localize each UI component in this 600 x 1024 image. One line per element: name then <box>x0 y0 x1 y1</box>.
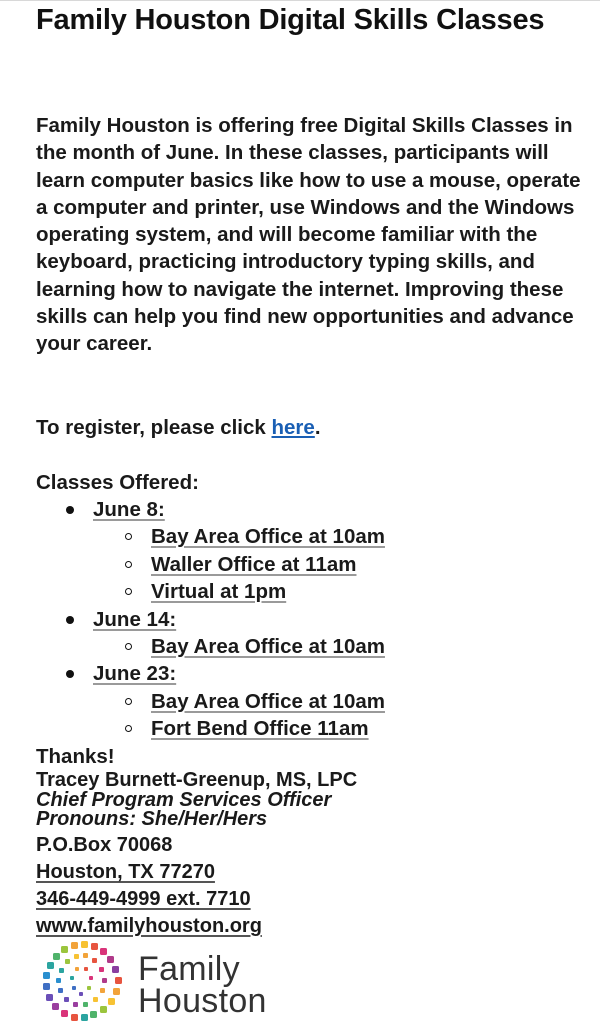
website-line <box>36 913 262 940</box>
circle-bullet-icon <box>125 588 132 595</box>
register-line <box>36 414 321 441</box>
session-item <box>0 523 600 550</box>
closing-text: Thanks! <box>36 745 115 768</box>
session-label: Bay Area Office at 10am <box>151 634 385 658</box>
circle-bullet-icon <box>125 561 132 568</box>
session-label: Bay Area Office at 10am <box>151 525 385 549</box>
signature-name: Tracey Burnett-Greenup, MS, LPC <box>36 769 358 791</box>
circle-bullet-icon <box>125 698 132 705</box>
register-prefix: To register, please click <box>36 416 272 439</box>
circle-bullet-icon <box>125 533 132 540</box>
city-link[interactable]: Houston, TX 77270 <box>36 861 215 883</box>
family-houston-logo <box>34 940 294 1022</box>
phone-link[interactable]: 346-449-4999 ext. 7710 <box>36 888 251 910</box>
class-day <box>0 496 600 606</box>
register-link[interactable]: here <box>271 416 315 439</box>
class-date: June 14: <box>93 607 177 631</box>
session-label: Fort Bend Office 11am <box>151 717 369 741</box>
session-list <box>0 523 600 605</box>
top-divider <box>0 0 600 1</box>
signature-title: Chief Program Services Officer <box>36 789 332 811</box>
city-line <box>36 859 215 886</box>
classes-heading: Classes Offered: <box>36 471 199 494</box>
session-label: Waller Office at 11am <box>151 552 357 576</box>
class-date: June 23: <box>93 662 177 686</box>
session-label: Bay Area Office at 10am <box>151 689 385 713</box>
circle-bullet-icon <box>125 643 132 650</box>
session-item <box>0 633 600 660</box>
session-list <box>0 633 600 660</box>
class-date: June 8: <box>93 498 165 521</box>
phone-line <box>36 886 251 913</box>
signature-pronouns: Pronouns: She/Her/Hers <box>36 808 268 830</box>
intro-paragraph: Family Houston is offering free Digital Skills Classes in the month of June. In these classes, participants will learn computer basics like how to use a mouse, operate a computer and printer, use Windows and the Windows operating system, and will become familiar with the keyboard, practicing introductory typing skills, and learning how to navigate the internet. Improving these skills can help you find new opportunities and advance your career. <box>36 114 581 356</box>
session-item <box>0 715 600 742</box>
class-day <box>0 606 600 661</box>
bullet-icon <box>66 506 74 514</box>
circle-bullet-icon <box>125 725 132 732</box>
session-item <box>0 688 600 715</box>
bullet-icon <box>66 670 74 678</box>
session-list <box>0 688 600 743</box>
website-link[interactable]: www.familyhouston.org <box>36 915 262 937</box>
class-day <box>0 660 600 742</box>
logo-text-family: Family <box>138 950 240 988</box>
logo-text-houston: Houston <box>138 982 267 1020</box>
bullet-icon <box>66 616 74 624</box>
session-item <box>0 551 600 578</box>
family-houston-logo-icon <box>34 940 130 1022</box>
register-suffix: . <box>314 416 321 439</box>
classes-list <box>0 496 600 743</box>
po-box: P.O.Box 70068 <box>36 834 173 856</box>
session-label: Virtual at 1pm <box>151 580 287 604</box>
session-item <box>0 578 600 605</box>
page-title: Family Houston Digital Skills Classes <box>36 4 545 36</box>
